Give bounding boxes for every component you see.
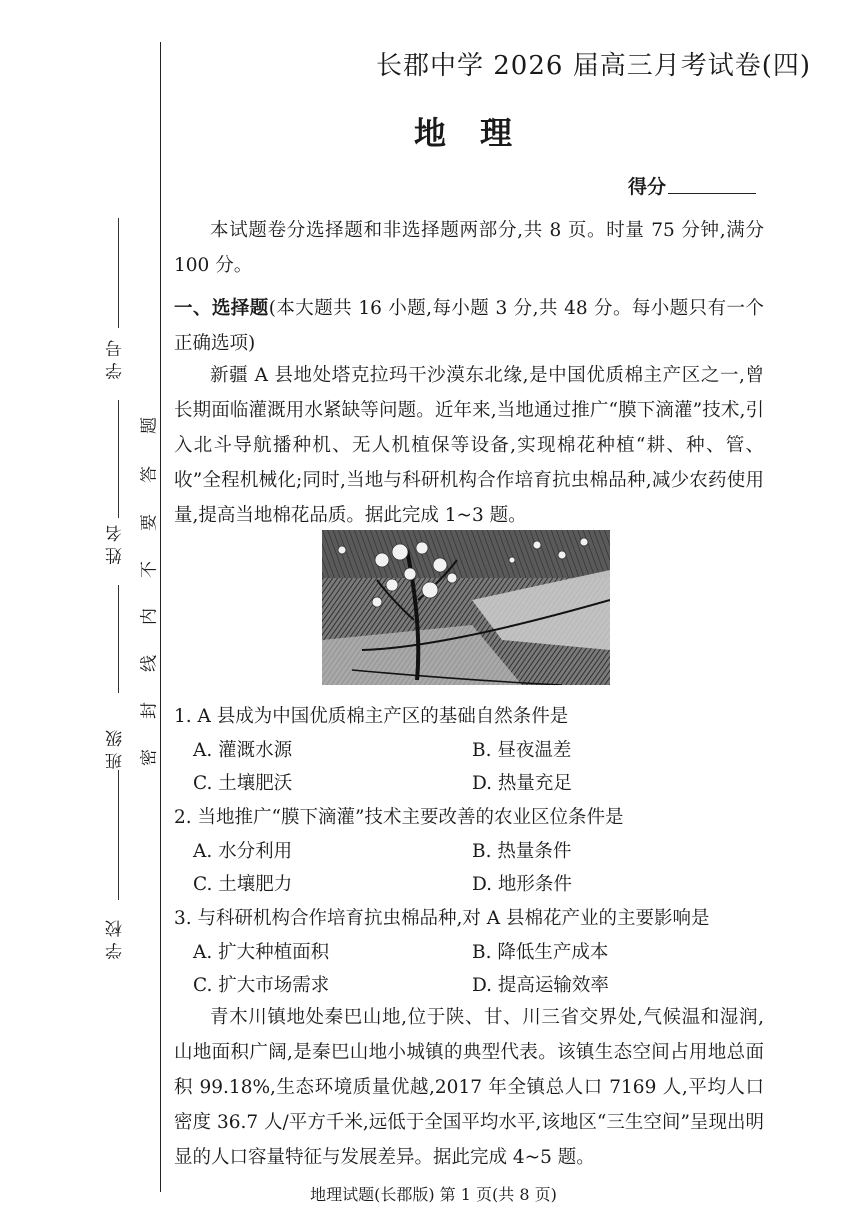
question-2-stem: 2. 当地推广“膜下滴灌”技术主要改善的农业区位条件是 xyxy=(174,807,624,828)
section-note: (本大题共 16 小题,每小题 3 分,共 48 分。每小题只有一个正确选项) xyxy=(174,298,764,354)
question-1-option-d[interactable]: D. 热量充足 xyxy=(472,773,572,794)
school-label: 学 校 xyxy=(106,920,126,960)
class-line xyxy=(118,585,119,693)
question-2-option-d[interactable]: D. 地形条件 xyxy=(472,874,572,895)
question-2-option-b[interactable]: B. 热量条件 xyxy=(472,841,572,862)
score-field[interactable] xyxy=(668,193,756,194)
seal-char-bu: 不 xyxy=(139,561,160,578)
seal-char-xian: 线 xyxy=(139,655,160,672)
name-line xyxy=(118,400,119,518)
question-1-option-a[interactable]: A. 灌溉水源 xyxy=(193,740,293,761)
section-title: 一、选择题 xyxy=(174,298,269,319)
question-1-stem: 1. A 县成为中国优质棉主产区的基础自然条件是 xyxy=(174,706,569,727)
school-line xyxy=(118,770,119,900)
name-label: 姓 名 xyxy=(106,525,126,565)
seal-char-ti: 题 xyxy=(139,417,160,434)
cotton-field-photo xyxy=(322,530,610,685)
class-label: 班 级 xyxy=(106,730,126,770)
seal-char-yao: 要 xyxy=(139,514,160,531)
seal-char-nei: 内 xyxy=(139,608,160,625)
subject-title: 地理 xyxy=(414,114,547,152)
question-1-option-c[interactable]: C. 土壤肥沃 xyxy=(193,773,293,794)
question-3-stem: 3. 与科研机构合作培育抗虫棉品种,对 A 县棉花产业的主要影响是 xyxy=(174,908,710,929)
student-id-line xyxy=(118,218,119,328)
seal-char-mi: 密 xyxy=(139,749,160,766)
question-3-option-a[interactable]: A. 扩大种植面积 xyxy=(193,942,330,963)
passage-1: 新疆 A 县地处塔克拉玛干沙漠东北缘,是中国优质棉主产区之一,曾长期面临灌溉用水紧缺等问题。近年来,当地通过推广“膜下滴灌”技术,引入北斗导航播种机、无人机植保等设备,实现棉花种植“耕、种、管、收”全程机械化;同时,当地与科研机构合作培育抗虫棉品种,减少农药使用量,提高当地棉花品质。据此完成 1~3 题。 xyxy=(174,365,764,526)
question-3-option-b[interactable]: B. 降低生产成本 xyxy=(472,942,609,963)
question-3-option-c[interactable]: C. 扩大市场需求 xyxy=(193,975,330,996)
passage-2: 青木川镇地处秦巴山地,位于陕、甘、川三省交界处,气候温和湿润,山地面积广阔,是秦巴山地小城镇的典型代表。该镇生态空间占用地总面积 99.18%,生态环境质量优越,2017 年全镇总人口 7169 人,平均人口密度 36.7 人/平方千米,远低于全国平均水平,该地区“三生空间”呈现出明显的人口容量特征与发展差异。据此完成 4~5 题。 xyxy=(174,1007,764,1168)
score-label: 得分 xyxy=(628,176,667,198)
page-footer: 地理试题(长郡版) 第 1 页(共 8 页) xyxy=(310,1185,557,1204)
question-2-option-a[interactable]: A. 水分利用 xyxy=(193,841,293,862)
question-1-option-b[interactable]: B. 昼夜温差 xyxy=(472,740,572,761)
section-heading xyxy=(174,291,764,361)
exam-title: 长郡中学 2026 届高三月考试卷(四) xyxy=(376,51,811,81)
seal-char-feng: 封 xyxy=(139,702,160,719)
question-2-option-c[interactable]: C. 土壤肥力 xyxy=(193,874,293,895)
student-id-label: 学 号 xyxy=(106,340,126,380)
question-3-option-d[interactable]: D. 提高运输效率 xyxy=(472,975,609,996)
exam-intro: 本试题卷分选择题和非选择题两部分,共 8 页。时量 75 分钟,满分 100 分。 xyxy=(174,220,764,276)
binding-line xyxy=(160,42,161,1192)
seal-char-da: 答 xyxy=(139,466,160,483)
